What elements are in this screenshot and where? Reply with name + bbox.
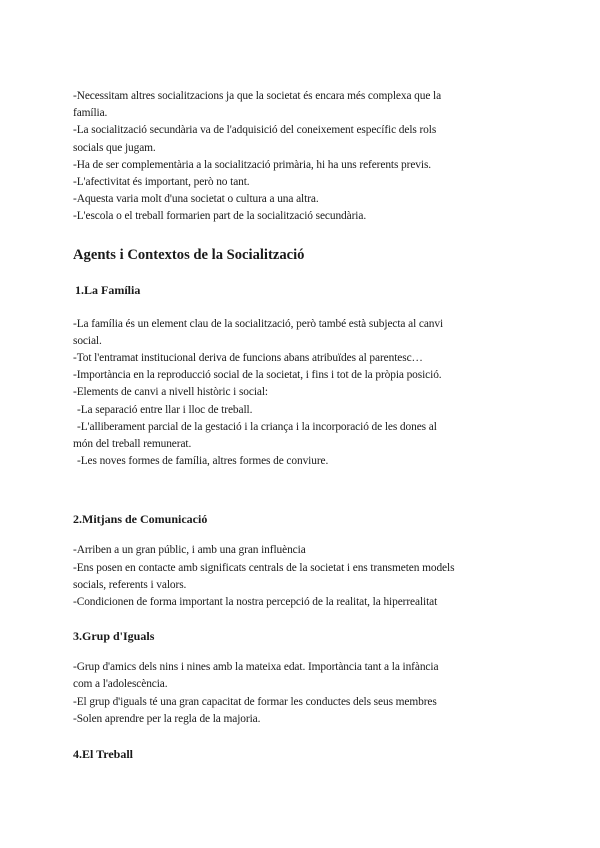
text-line: socials que jugam. bbox=[73, 141, 156, 154]
text-line: -Arriben a un gran públic, i amb una gran influència bbox=[73, 544, 306, 557]
text-line: -La socialització secundària va de l'adquisició del coneixement específic dels rols bbox=[73, 124, 437, 137]
text-line: com a l'adolescència. bbox=[73, 678, 168, 691]
intro-paragraph bbox=[73, 88, 533, 226]
text-line: -L'afectivitat és important, però no tant. bbox=[73, 176, 250, 189]
text-line: -Solen aprendre per la regla de la majoria. bbox=[73, 712, 261, 725]
text-line: -Necessitam altres socialitzacions ja que la societat és encara més complexa que la bbox=[73, 90, 442, 102]
familia-paragraph bbox=[73, 316, 533, 471]
iguals-paragraph bbox=[73, 659, 533, 728]
text-line: -L'escola o el treball formarien part de la socialització secundària. bbox=[73, 210, 367, 223]
document-page bbox=[73, 88, 533, 763]
text-line: -Ha de ser complementària a la socialització primària, hi ha uns referents previs. bbox=[73, 158, 432, 171]
subheading-familia: 1.La Família bbox=[75, 282, 141, 297]
mitjans-paragraph bbox=[73, 542, 533, 611]
text-line: família. bbox=[73, 107, 108, 120]
text-line: -Importància en la reproducció social de la societat, i fins i tot de la pròpia posició. bbox=[73, 369, 442, 382]
text-line: -Les noves formes de família, altres formes de conviure. bbox=[77, 455, 329, 468]
section-heading: Agents i Contextos de la Socialització bbox=[73, 246, 305, 263]
text-line: -Grup d'amics dels nins i nines amb la mateixa edat. Importància tant a la infància bbox=[73, 661, 439, 674]
subheading-iguals: 3.Grup d'Iguals bbox=[73, 629, 155, 644]
text-line: -Elements de canvi a nivell històric i social: bbox=[73, 386, 268, 399]
text-line: món del treball remunerat. bbox=[73, 438, 192, 451]
text-line: -L'alliberament parcial de la gestació i la criança i la incorporació de les dones al bbox=[77, 420, 437, 433]
text-line: socials, referents i valors. bbox=[73, 578, 187, 591]
text-line: -Tot l'entramat institucional deriva de funcions abans atribuïdes al parentesc… bbox=[73, 352, 423, 365]
text-line: -La separació entre llar i lloc de treball. bbox=[77, 403, 253, 416]
text-line: social. bbox=[73, 334, 102, 347]
text-line: -Ens posen en contacte amb significats centrals de la societat i ens transmeten models bbox=[73, 561, 455, 574]
subheading-mitjans: 2.Mitjans de Comunicació bbox=[73, 512, 208, 527]
text-line: -Aquesta varia molt d'una societat o cultura a una altra. bbox=[73, 193, 319, 206]
text-line: -La família és un element clau de la socialització, però també està subjecta al canvi bbox=[73, 317, 444, 330]
subheading-treball: 4.El Treball bbox=[73, 747, 134, 762]
text-line: -El grup d'iguals té una gran capacitat de formar les conductes dels seus membres bbox=[73, 695, 437, 708]
text-line: -Condicionen de forma important la nostra percepció de la realitat, la hiperrealitat bbox=[73, 596, 438, 609]
